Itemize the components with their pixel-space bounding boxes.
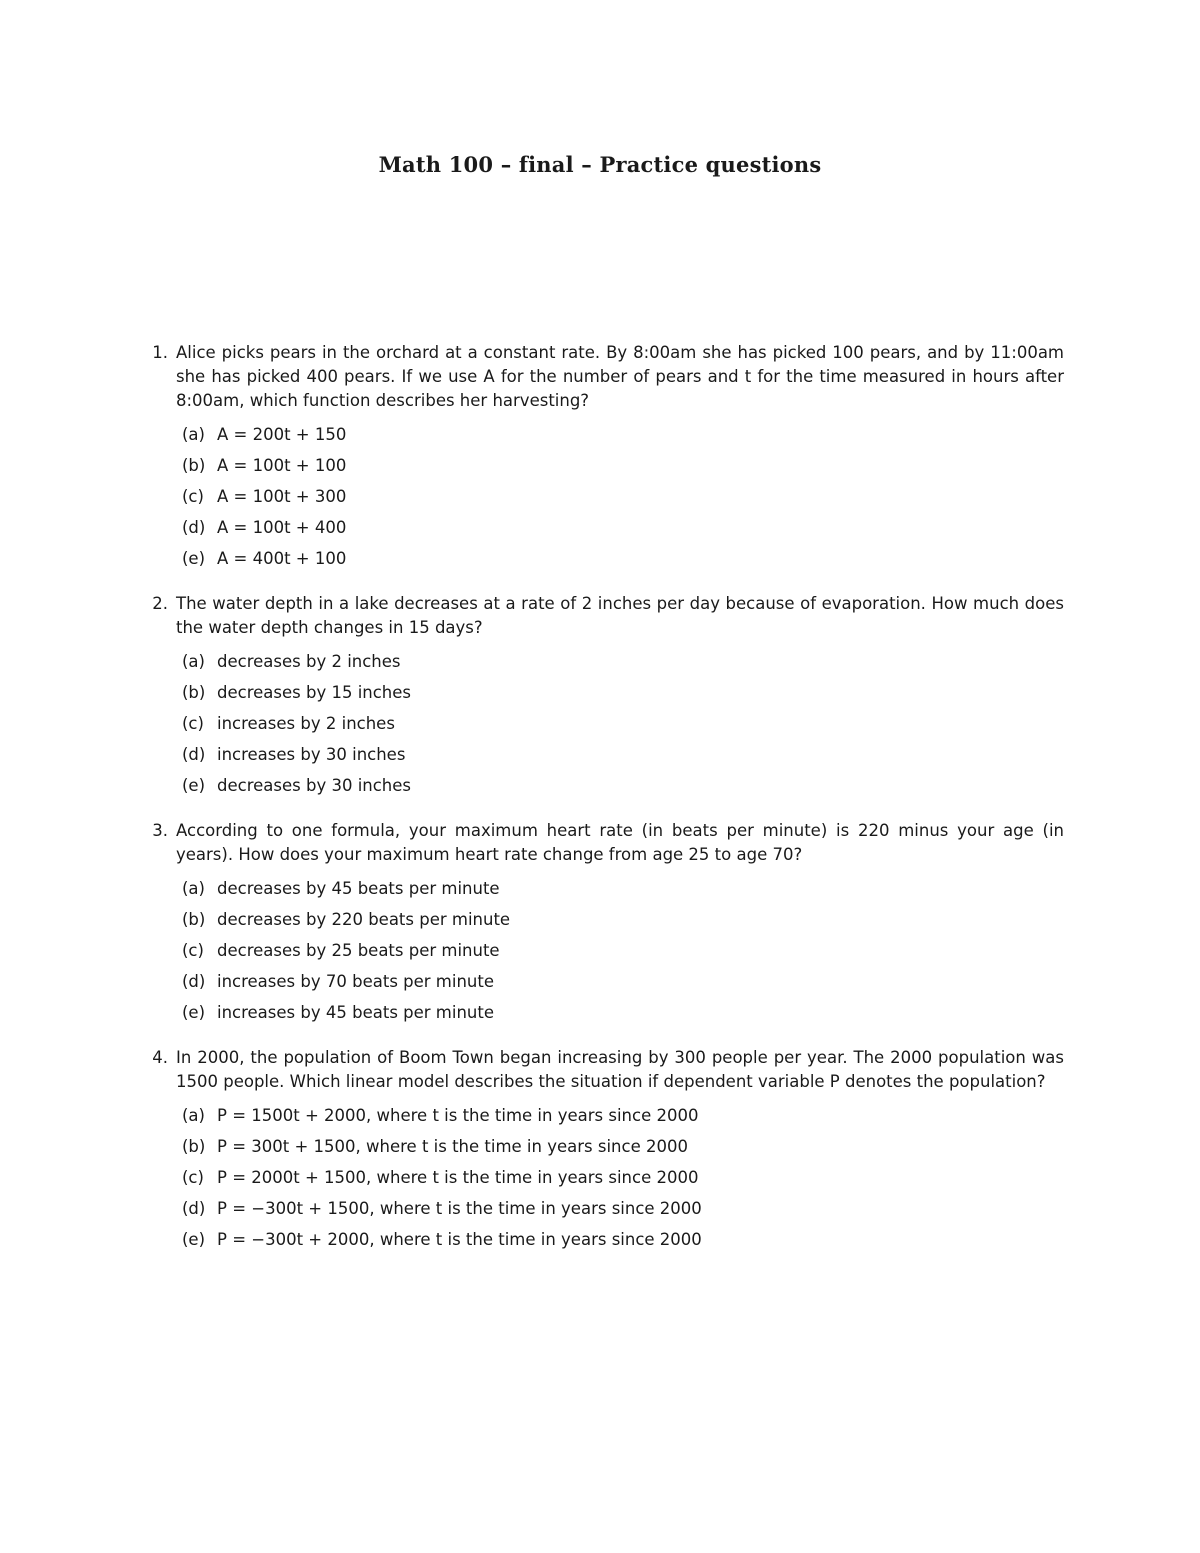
option-label: (d)	[182, 972, 206, 991]
option-label: (a)	[182, 652, 205, 671]
option-text: decreases by 2 inches	[217, 652, 401, 671]
option-label: (b)	[182, 1137, 206, 1156]
option-d	[176, 966, 1064, 997]
option-label: (e)	[182, 1003, 206, 1022]
page-title: Math 100 – final – Practice questions	[378, 152, 822, 178]
option-text: P = 300t + 1500, where t is the time in years since 2000	[217, 1137, 688, 1156]
option-text: P = −300t + 2000, where t is the time in years since 2000	[217, 1230, 702, 1249]
option-label: (d)	[182, 518, 206, 537]
option-text: decreases by 45 beats per minute	[217, 879, 500, 898]
question-3	[140, 819, 1064, 1028]
option-label: (a)	[182, 425, 205, 444]
option-text: increases by 30 inches	[217, 745, 406, 764]
option-label: (e)	[182, 1230, 206, 1249]
option-e	[176, 770, 1064, 801]
question-text: In 2000, the population of Boom Town began increasing by 300 people per year. The 2000 population was 1500 people. Which linear model describes the situation if dependent variable P denotes the population?	[176, 1048, 1064, 1091]
option-text: decreases by 30 inches	[217, 776, 412, 795]
option-text: decreases by 15 inches	[217, 683, 412, 702]
question-2	[140, 592, 1064, 801]
option-a	[176, 873, 1064, 904]
option-label: (c)	[182, 487, 204, 506]
option-e	[176, 543, 1064, 574]
option-c	[176, 935, 1064, 966]
option-text: A = 100t + 400	[217, 518, 347, 537]
option-d	[176, 1193, 1064, 1224]
option-text: increases by 70 beats per minute	[217, 972, 495, 991]
question-text: The water depth in a lake decreases at a rate of 2 inches per day because of evaporation. How much does the water depth changes in 15 days?	[176, 594, 1064, 637]
option-text: decreases by 220 beats per minute	[217, 910, 511, 929]
question-list	[140, 341, 1064, 1273]
option-label: (c)	[182, 1168, 204, 1187]
question-text: According to one formula, your maximum heart rate (in beats per minute) is 220 minus your age (in years). How does your maximum heart rate change from age 25 to age 70?	[176, 821, 1064, 864]
option-label: (b)	[182, 910, 206, 929]
option-label: (e)	[182, 549, 206, 568]
option-label: (c)	[182, 941, 204, 960]
question-1	[140, 341, 1064, 574]
option-list	[176, 873, 1064, 1028]
option-a	[176, 646, 1064, 677]
question-text: Alice picks pears in the orchard at a constant rate. By 8:00am she has picked 100 pears, and by 11:00am she has picked 400 pears. If we use A for the number of pears and t for the time measured in hours after 8:00am, which function describes her harvesting?	[176, 343, 1064, 410]
option-b	[176, 677, 1064, 708]
question-number: 2.	[152, 594, 168, 613]
option-label: (a)	[182, 879, 205, 898]
option-c	[176, 1162, 1064, 1193]
option-a	[176, 419, 1064, 450]
option-label: (c)	[182, 714, 204, 733]
option-c	[176, 481, 1064, 512]
option-a	[176, 1100, 1064, 1131]
question-number: 4.	[152, 1048, 168, 1067]
option-e	[176, 997, 1064, 1028]
option-label: (b)	[182, 456, 206, 475]
question-4	[140, 1046, 1064, 1255]
option-d	[176, 739, 1064, 770]
option-text: A = 200t + 150	[217, 425, 347, 444]
option-b	[176, 1131, 1064, 1162]
option-d	[176, 512, 1064, 543]
option-list	[176, 419, 1064, 574]
option-b	[176, 450, 1064, 481]
option-label: (d)	[182, 745, 206, 764]
option-text: increases by 45 beats per minute	[217, 1003, 495, 1022]
question-number: 1.	[152, 343, 168, 362]
question-number: 3.	[152, 821, 168, 840]
option-label: (a)	[182, 1106, 205, 1125]
option-text: decreases by 25 beats per minute	[217, 941, 500, 960]
option-c	[176, 708, 1064, 739]
option-text: P = 1500t + 2000, where t is the time in years since 2000	[217, 1106, 699, 1125]
option-text: increases by 2 inches	[217, 714, 395, 733]
option-text: A = 100t + 300	[217, 487, 347, 506]
option-text: P = 2000t + 1500, where t is the time in years since 2000	[217, 1168, 699, 1187]
option-text: A = 400t + 100	[217, 549, 347, 568]
option-text: A = 100t + 100	[217, 456, 347, 475]
option-b	[176, 904, 1064, 935]
option-list	[176, 646, 1064, 801]
option-label: (d)	[182, 1199, 206, 1218]
option-e	[176, 1224, 1064, 1255]
option-list	[176, 1100, 1064, 1255]
option-label: (e)	[182, 776, 206, 795]
option-label: (b)	[182, 683, 206, 702]
option-text: P = −300t + 1500, where t is the time in years since 2000	[217, 1199, 702, 1218]
